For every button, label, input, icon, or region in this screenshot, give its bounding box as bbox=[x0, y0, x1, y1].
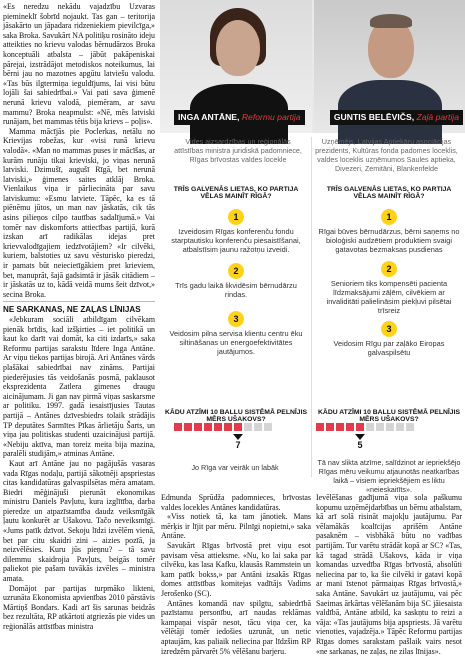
score-segment bbox=[184, 423, 192, 431]
score-segment bbox=[214, 423, 222, 431]
score-segment bbox=[194, 423, 202, 431]
number-badge: 2 bbox=[228, 263, 244, 279]
priorities-title: TRĪS GALVENĀS LIETAS, KO PARTIJA VĒLAS MAINĪT RĪGĀ? bbox=[173, 186, 299, 200]
subheading-divider bbox=[3, 301, 155, 302]
number-badge: 2 bbox=[381, 261, 397, 277]
score-segment bbox=[326, 423, 334, 431]
number-badge: 3 bbox=[381, 321, 397, 337]
score-segment bbox=[234, 423, 242, 431]
priority-answer: Trīs gadu laikā likvidēsim bērnudārzu rindas. bbox=[175, 281, 297, 299]
paragraph: «Jebkuram sociāli atbildīgam cilvēkam pienāk brīdis, kad izšķirties – iet politikā un kaut ko darīt vai domāt, ka citi izdarīs,» saka Reformu partijas sarakstu līdere Inga Antāne. Ar viņu tiekos partijas birojā. Ari Antānes vārds plašākai sabiedrībai nav zināms. Partijai piederējusies tās veidošanās posmā, paklausot eksprezidenta Zatlera gimenes draugu aicinājumam. Ji gan nav pirmā viņas saskarsme ar politiku. 1997. gadā iesaistījusies Tautas partijā – Antānes dzīvesbiedrs tolaik strādājis TP deputātes Sarmītes Pīkas ārlietāju Šarts, un viņa jau politiskas studenti uzaicinājusi partijā. «Nebiju aktīva, man toreiz meita bija mazina, paralēli studijām,» atminas Antāne. bbox=[3, 315, 155, 459]
portrait-hair bbox=[370, 14, 412, 28]
score-segment bbox=[406, 423, 414, 431]
portrait-face bbox=[216, 20, 260, 76]
paragraph: Kaut arī Antāne jau no pagājušās vasaras vada Rīgas nodaļu, partijā sākotnēji apspriestas citas kandidatūras galvaspilsētas mēra amatam. Biedri mēģinājuši pierunāt ekonomikas ministru Daniels Pavļutu, kura izglītība, darba pieredze un atpazīstamība daudz veiksmīgāk ļautu konkurēt ar Ušakovu. Tačo neveiksmīgi. «Jums patīk dzīvot. Sekoju līdzi izvēlēm vienā, bet par citu skaidri zini – aizies pozīā, ja neizvēlēsies. Kuru jūs pieņnu? – tā savu dilemmu skaidrojia Pavļuts, beigās tomēr paliekot pie pašam tuvākās izvēles – ministra amata. bbox=[3, 458, 155, 584]
priorities-title: TRĪS GALVENĀS LIETAS, KO PARTIJA VĒLAS MAINĪT RĪGĀ? bbox=[326, 186, 452, 200]
candidate-bio-left: Vides aizsardzības un reģionālās attīstības ministra juridiskā padomniece, Rīgas brīvostas valdes locekle bbox=[174, 137, 302, 164]
article-middle-column bbox=[161, 493, 311, 656]
article-right-column bbox=[316, 493, 462, 656]
score-segment bbox=[224, 423, 232, 431]
priority-answer: Izveidosim Rīgas konferenču fondu starptautisku konferenču piesaistīšanai, atbalstīsim jaunu ražotņu izveidi. bbox=[171, 227, 301, 254]
score-segment bbox=[366, 423, 374, 431]
candidate-name: INGA ANTĀNE, bbox=[178, 112, 240, 122]
score-comment-left: Jo Rīga var veirāk un labāk bbox=[191, 463, 279, 472]
score-marker-right bbox=[354, 434, 366, 450]
score-segment bbox=[386, 423, 394, 431]
score-segment bbox=[316, 423, 324, 431]
score-segment bbox=[396, 423, 404, 431]
priority-answer: Rīgai būves bērnudārzus, bērni saņems no bioloģiski audzētiem produktiem svaigi gatavotas bezmaksas pusdienas bbox=[318, 227, 460, 254]
priorities-right bbox=[316, 186, 462, 357]
score-value: 5 bbox=[357, 440, 363, 450]
score-segment bbox=[174, 423, 182, 431]
paragraph: Antānes komandā nav spilgtu, sabiedrībā pazīstamu personību, arī naudas reklāmas kampaņai vispār nesot, tācu viņa cer, ka vēlētāji tomēr iedošies uzrunāt, un netic aptaujām, kas paliaik neliecina par līdzšim RP izredzēm pārvarēt 5% vēlēšanu barjeru. bbox=[161, 598, 311, 656]
score-title-right: KĀDU ATZĪMI 10 BALLU SISTĒMĀ PELNĪJIS MĒRS UŠAKOVS? bbox=[318, 409, 460, 423]
score-segment bbox=[336, 423, 344, 431]
priorities-left bbox=[165, 186, 307, 356]
score-title-left: KĀDU ATZĪMI 10 BALLU SISTĒMĀ PELNĪJIS MĒRS UŠAKOVS? bbox=[165, 409, 307, 423]
paragraph: Mamma mācījās pie Poclerkas, netālu no Krievijas robežas, kur «visi runā krievu valodā». «Man no mammas puses ir mācīšas, ar kurām runāju tikai krieviski, jo viņas nerunā latviski. Dzimušī, augušī Rīgā, bet nerunā latviski,» ģimenes saites atklāj Broka. Vienlaikus viņa ir pārliecināta par savu latviskumu: «Esmu latviete. Tāpēc, ka es tā piēnēmu jūtos, un man nav jāskatās, cik tās asins pilieņos cilpo tautības sadalījumā.» Vai tomēr nav diskomforts attiecības partijā, kurā izskan arī radikālas idejas pret krievvalodīgajiem iedzīvotājiem? «Ir cilvēki, kuriem, balstoties uz savu vēsturisko pieredzi, ir pamats būt neiecietīgākiem pret krieviem, bet, manuprāt, šajā gadsimtā ir jāsāk citādiem – ir jāskatās uz to, kādā veidā mums šeit dzīvot,» secina Broka. bbox=[3, 126, 155, 299]
priority-answer: Veidosim pilna servisa klientu centru ēku siltināšanas un energoefektivitātes jautājumos. bbox=[169, 329, 303, 356]
score-segment bbox=[254, 423, 262, 431]
score-segment bbox=[346, 423, 354, 431]
score-segment bbox=[204, 423, 212, 431]
paragraph: «Viss notiek tā, ka tam jānotiek. Mans mērķis ir lījit par mēru. Pilnīgi nopietni,» saka Antāne. bbox=[161, 512, 311, 541]
number-badge: 1 bbox=[228, 209, 244, 225]
article-left-column bbox=[3, 2, 155, 631]
number-badge: 1 bbox=[381, 209, 397, 225]
paragraph: Ievēlēšanas gadījumā viņa sola paškumu kopumu uzņēmējdarbības un bērnu atbalstam, kā arī solā risināt majokļu jautājumu. Par vēlamākās koalīcijas aprišēm Antāne pasaknēm – visbhākā būtu no vadības partijām. Tur varētu strādāt kopā ar SC? «Tas, kā tagad strādā Ušakovs, kāda ir viņa komandas uzvedība Rīgas brīvostā, absolūti neliecina par to, ka šie cilvēki ir gatavi kopā ar mani īstenot pārmaiņas Rīgas brīvostā,» saka Antāne. Savukārt uz jautājumu, vai pēc Saeimas ārkārtas vēlēšanām bija SC jāiesaista valdībā, Antāne atbild, ka saskņtu to reizi a vāja: «Tas jautājums bija apspriests. Jā varētu vienoties, vajadzēja.» Tāpēc Reformu partijas Rīgas domes sarakstam pašlaik vairs nesot «ne sarkanas, ne zaļas, ne zilas līnijas». bbox=[316, 493, 462, 656]
paragraph: Domājot par partijas turpmāko likteni, uzrunāta Ekonomista apvienības 2010 pārstāvis Mārtiņš Bondars. Kadi arī šis sarunas beidzās bez rezultāta, RP atkārtoti atgriezās pie vides un reģionālās attīstības ministra bbox=[3, 583, 155, 631]
candidate-photos bbox=[160, 0, 465, 133]
paragraph: «Es neredzu nekādu vajadzību Uzvaras piemineklī šobrīd nojaukt. Tas gan – teritorija jāsakārto un jāpadara ridzeniekiem pievilcīga,» saka Broka. Savukārt NA politiķu rosināto ideju atteikties no krievu valodas bērnudārzos Broka konceptuāli atbalsta – jābūt pakāpeniskai pārejai, izstrādājot metodiskos noteikumus, lai bērni jau no mazotnes apgūtu latviešu valodu. «Tas būs ilgtermiņa ieguldījums, lai visi būtu lojāli šai sabiedrībai.» Vai pati sava ģimenē nerunā krievu valodā, piemēram, ar savu mammu? Broka neapmulst: «Nē, mēs latviski runājam, bet mammas tētis bija krievs – poļis». bbox=[3, 2, 155, 127]
number-badge: 3 bbox=[228, 311, 244, 327]
score-marker-left bbox=[232, 434, 244, 450]
candidate-bio-right: Uzņēmējs, Latvijas Aptiekāru asociācijas prezidents, Kultūras fonda padomes loceklis, valdes loceklis uzņēmumos Saules aptieka, Divezeri, Zemitāni, Blankenfelde bbox=[315, 137, 458, 173]
name-bar-right bbox=[330, 110, 463, 125]
paragraph: Edmunda Sprūdža padomnieces, brīvostas valdes locekles Antānes kandidatūras. bbox=[161, 493, 311, 512]
subheading: NE SARKANAS, NE ZAĻAS LĪNIJAS bbox=[3, 305, 141, 315]
score-bar-right bbox=[316, 423, 414, 431]
score-segment bbox=[244, 423, 252, 431]
candidate-party: Zaļā partija bbox=[416, 112, 459, 122]
candidate-name: GUNTIS BELĒVIČS, bbox=[333, 112, 415, 122]
score-comment-right: Tā nav slikta atzīme, salīdzinot ar iepriekšējo Rīgas mēru veikumu atjaunotās neatkarības laikā – visiem iepriekšējiem es liktu «neieskaitīts». bbox=[317, 458, 461, 494]
name-bar-left bbox=[174, 110, 305, 125]
score-segment bbox=[264, 423, 272, 431]
priority-answer: Veidosim Rīgu par zaļāko Eiropas galvaspilsētu bbox=[333, 339, 445, 357]
score-segment bbox=[376, 423, 384, 431]
score-segment bbox=[356, 423, 364, 431]
paragraph: Savukārt Rīgas brīvostā pret viņu esot pavisam vēsa attieksme. «Nu, ko lai saka par cilvēku, kas lasa Kafku, klausās Rammstein un kam patīk bokss,» par Antāni izsakās Rīgas domes attīstības komitejas vadītājs Vadims Jerošenko (SC). bbox=[161, 540, 311, 598]
score-bar-left bbox=[174, 423, 272, 431]
score-value: 7 bbox=[235, 440, 241, 450]
panel-divider bbox=[311, 137, 312, 477]
candidate-party: Reformu partija bbox=[241, 112, 301, 122]
priority-answer: Senioriem tiks kompensēti pacienta līdzmaksājumi zāļēm, cilvēkiem ar invaliditāti palielināsim piekļuvi pilsētai trīsreiz bbox=[326, 279, 452, 315]
photo-guntis-belevics bbox=[314, 0, 465, 133]
photo-inga-antane bbox=[160, 0, 312, 133]
